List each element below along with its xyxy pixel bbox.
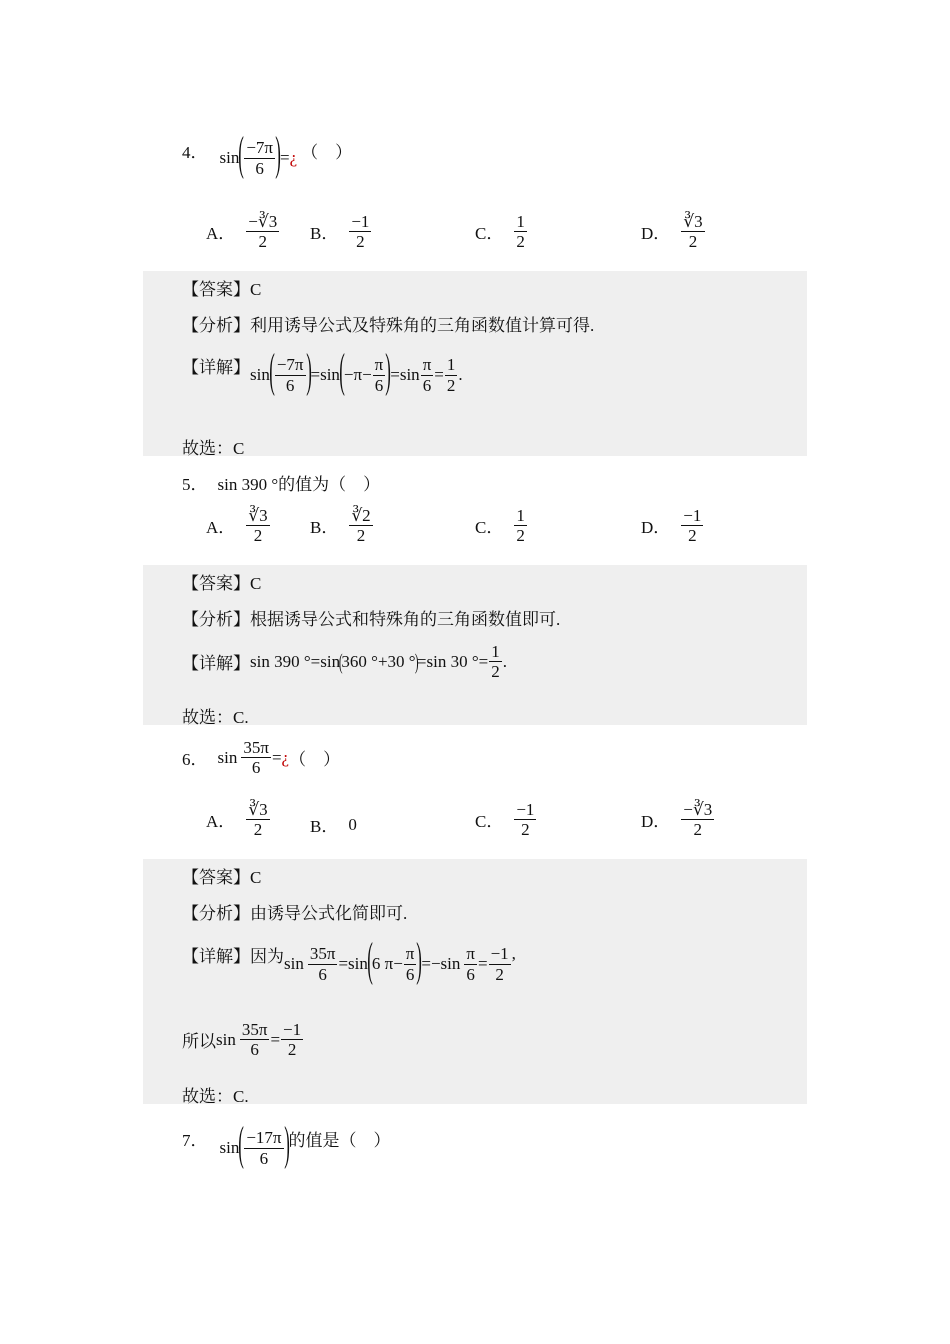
q6-stem: 6． sin $\frac{35\pi}{6}$ = ¿ （ ）	[182, 738, 341, 778]
q4-detail: 【详解】 sin ( $\frac{-7\pi}{6}$ ) = sin ( −π− $\frac{\pi}{6}$ ) = sin $\frac{\pi}{6}$ = $\frac{1}{2}$ .	[182, 344, 463, 397]
q4-answer: 【答案】C	[182, 280, 262, 299]
q4-number: 4．	[182, 142, 208, 162]
q4-choice: 故选：C	[182, 439, 245, 458]
q4-stem	[182, 127, 353, 180]
q4-paren: （ ）	[301, 142, 353, 162]
q6-mark: ¿	[281, 747, 290, 767]
q4-expression: sin ( $\frac{-7\pi}{6}$ ) = ¿	[219, 127, 298, 180]
q5-choice: 故选：C.	[182, 708, 249, 727]
q5-detail: 【详解】 sin 390 °=sin ( 360 °+30 ° ) =sin 30 °= $\frac{1}{2}$ .	[182, 642, 507, 682]
q5-number: 5．	[182, 475, 208, 494]
q6-answer: 【答案】C	[182, 868, 262, 887]
q4-option-c[interactable]: C． $\frac{1}{2}$	[475, 212, 525, 252]
q6-option-b[interactable]: B． 0	[310, 814, 357, 836]
q4-analysis: 【分析】利用诱导公式及特殊角的三角函数值计算可得.	[182, 316, 595, 335]
q6-option-d[interactable]: D． $\frac{-∛3}{2}$	[641, 800, 713, 840]
q6-option-c[interactable]: C． $\frac{-1}{2}$	[475, 800, 535, 840]
q6-option-a[interactable]: A． $\frac{∛3}{2}$	[206, 800, 268, 840]
q4-option-a[interactable]: A． $\frac{-∛3}{2}$	[206, 212, 278, 252]
q5-option-d[interactable]: D． $\frac{-1}{2}$	[641, 506, 702, 546]
q4-option-b[interactable]: B． $\frac{-1}{2}$	[310, 212, 370, 252]
q4-option-d[interactable]: D． $\frac{∛3}{2}$	[641, 212, 703, 252]
q6-number: 6．	[182, 750, 208, 770]
q4-fraction: $\frac{-7\pi}{6}$	[246, 138, 273, 178]
q7-stem: 7． sin ( $\frac{-17\pi}{6}$ ) 的值是（ ）	[182, 1117, 391, 1170]
q6-detail: 【详解】因为 sin $\frac{35\pi}{6}$ = sin ( 6 π− $\frac{\pi}{6}$ ) =−sin $\frac{\pi}{6}$ = $\frac{-1}{2}$ ,	[182, 933, 516, 986]
q6-analysis: 【分析】由诱导公式化简即可.	[182, 904, 408, 923]
q5-analysis: 【分析】根据诱导公式和特殊角的三角函数值即可.	[182, 610, 561, 629]
q4-mark: ¿	[289, 148, 298, 167]
q5-stem: 5． sin 390 °的值为（ ）	[182, 475, 381, 494]
q5-option-a[interactable]: A． $\frac{∛3}{2}$	[206, 506, 268, 546]
q5-option-c[interactable]: C． $\frac{1}{2}$	[475, 506, 525, 546]
q5-option-b[interactable]: B． $\frac{∛2}{2}$	[310, 506, 371, 546]
q6-conclusion: 所以 sin $\frac{35\pi}{6}$ = $\frac{-1}{2}$	[182, 1020, 302, 1060]
q5-answer: 【答案】C	[182, 574, 262, 593]
q6-choice: 故选：C.	[182, 1087, 249, 1106]
q7-number: 7．	[182, 1130, 208, 1150]
